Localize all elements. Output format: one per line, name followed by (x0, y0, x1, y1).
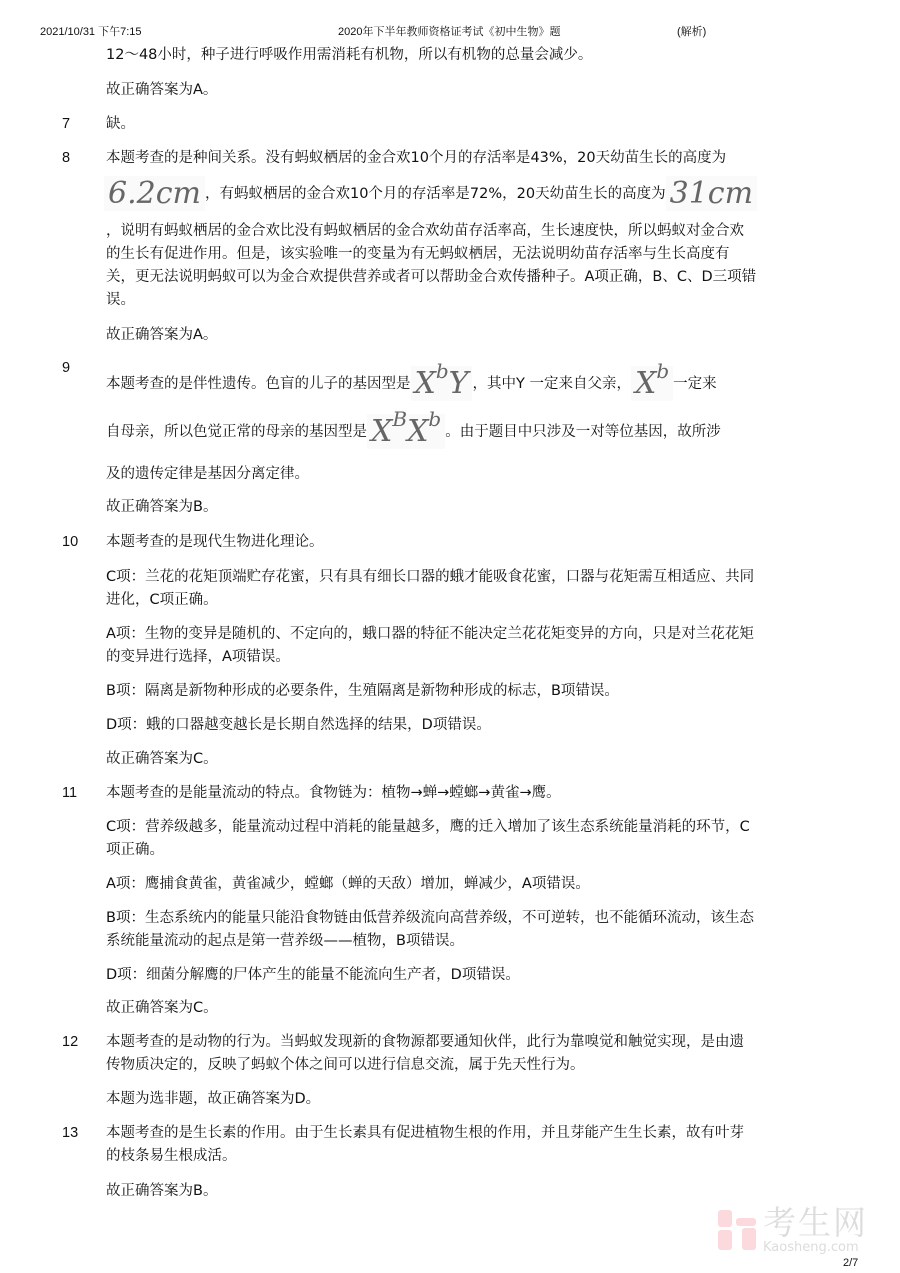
text-segment: 本题考查的是伴性遗传。色盲的儿子的基因型是 (106, 376, 411, 392)
watermark-en: Kaosheng.com (763, 1240, 859, 1255)
question-number: 9 (62, 360, 71, 376)
question-number: 12 (62, 1034, 79, 1050)
text-segment: 自母亲，所以色觉正常的母亲的基因型是 (106, 424, 367, 440)
text-line: 的生长有促进作用。但是，该实验唯一的变量为有无蚂蚁栖居，无法说明幼苗存活率与生长高度有 (106, 246, 730, 262)
answer-line: 故正确答案为B。 (106, 499, 218, 515)
math-formula: 6.2cm (104, 176, 205, 211)
math-formula: $X^BX^b$ (367, 414, 445, 449)
text-line: 本题考查的是种间关系。没有蚂蚁栖居的金合欢10个月的存活率是43%，20天幼苗生长的高度为 (106, 150, 727, 166)
text-line: 误。 (106, 292, 135, 308)
option-b-line: 系统能量流动的起点是第一营养级——植物，B项错误。 (106, 933, 464, 949)
question-number: 11 (62, 785, 78, 801)
text-line: 及的遗传定律是基因分离定律。 (106, 466, 309, 482)
option-d-line: D项：细菌分解鹰的尸体产生的能量不能流向生产者，D项错误。 (106, 967, 520, 983)
question-number: 13 (62, 1125, 79, 1141)
option-a-line: A项：生物的变异是随机的、不定向的，蛾口器的特征不能决定兰花花矩变异的方向，只是对兰花花矩 (106, 626, 754, 642)
option-c-line: 项正确。 (106, 842, 164, 858)
document-title: 2020年下半年教师资格证考试《初中生物》题 (338, 26, 561, 38)
text-line: 本题考查的是动物的行为。当蚂蚁发现新的食物源都要通知伙伴，此行为靠嗅觉和触觉实现，是由遗 (106, 1034, 744, 1050)
text-segment: ，有蚂蚁栖居的金合欢10个月的存活率是72%，20天幼苗生长的高度为 (204, 186, 666, 202)
text-segment: 。由于题目中只涉及一对等位基因，故所涉 (445, 424, 721, 440)
option-d-line: D项：蛾的口器越变越长是长期自然选择的结果，D项错误。 (106, 717, 491, 733)
formula-line (106, 359, 717, 401)
text-line: 的枝条易生根成活。 (106, 1148, 237, 1164)
page-number: 2/7 (843, 1257, 859, 1269)
title-suffix: (解析) (677, 26, 707, 38)
text-segment: ，其中Y 一定来自父亲， (472, 376, 631, 392)
kaosheng-logo-icon (718, 1210, 756, 1250)
text-line: 12～48小时，种子进行呼吸作用需消耗有机物，所以有机物的总量会减少。 (106, 47, 593, 63)
option-b-line: B项：生态系统内的能量只能沿食物链由低营养级流向高营养级，不可逆转，也不能循环流动，该生态 (106, 910, 754, 926)
answer-line: 故正确答案为A。 (106, 82, 218, 98)
text-line: 关，更无法说明蚂蚁可以为金合欢提供营养或者可以帮助金合欢传播种子。A项正确，B、C、D三项错 (106, 269, 757, 285)
answer-line: 本题为选非题，故正确答案为D。 (106, 1091, 321, 1107)
answer-line: 故正确答案为C。 (106, 1000, 218, 1016)
kaosheng-watermark (713, 1203, 888, 1256)
text-segment: 一定来 (673, 376, 717, 392)
answer-line: 故正确答案为C。 (106, 751, 218, 767)
answer-line: 故正确答案为A。 (106, 327, 218, 343)
text-line: ，说明有蚂蚁栖居的金合欢比没有蚂蚁栖居的金合欢幼苗存活率高，生长速度快，所以蚂蚁对金合欢 (106, 223, 744, 239)
text-line: 缺。 (106, 116, 135, 132)
answer-line: 故正确答案为B。 (106, 1183, 218, 1199)
question-number: 8 (62, 150, 71, 166)
option-a-line: 的变异进行选择，A项错误。 (106, 649, 290, 665)
text-line: 本题考查的是现代生物进化理论。 (106, 534, 324, 550)
question-number: 10 (62, 534, 79, 550)
question-number: 7 (62, 116, 71, 132)
option-c-line: 进化，C项正确。 (106, 592, 218, 608)
option-b-line: B项：隔离是新物种形成的必要条件，生殖隔离是新物种形成的标志，B项错误。 (106, 683, 619, 699)
watermark-cn: 考生网 (763, 1203, 868, 1242)
text-line: 传物质决定的，反映了蚂蚁个体之间可以进行信息交流，属于先天性行为。 (106, 1057, 585, 1073)
math-formula: $X^b$ (631, 366, 673, 401)
option-a-line: A项：鹰捕食黄雀，黄雀减少，螳螂（蝉的天敌）增加，蝉减少，A项错误。 (106, 876, 590, 892)
formula-line (106, 407, 721, 449)
formula-line (104, 178, 757, 210)
math-formula: $X^bY$ (411, 366, 473, 401)
text-line: 本题考查的是能量流动的特点。食物链为：植物→蝉→螳螂→黄雀→鹰。 (106, 785, 561, 801)
math-formula: 31cm (666, 176, 757, 211)
print-datetime: 2021/10/31 下午7:15 (40, 26, 142, 38)
option-c-line: C项：营养级越多，能量流动过程中消耗的能量越多，鹰的迁入增加了该生态系统能量消耗的环节，C (106, 819, 750, 835)
option-c-line: C项：兰花的花矩顶端贮存花蜜，只有具有细长口器的蛾才能吸食花蜜，口器与花矩需互相适应、共同 (106, 569, 755, 585)
text-line: 本题考查的是生长素的作用。由于生长素具有促进植物生根的作用，并且芽能产生生长素，故有叶芽 (106, 1125, 744, 1141)
